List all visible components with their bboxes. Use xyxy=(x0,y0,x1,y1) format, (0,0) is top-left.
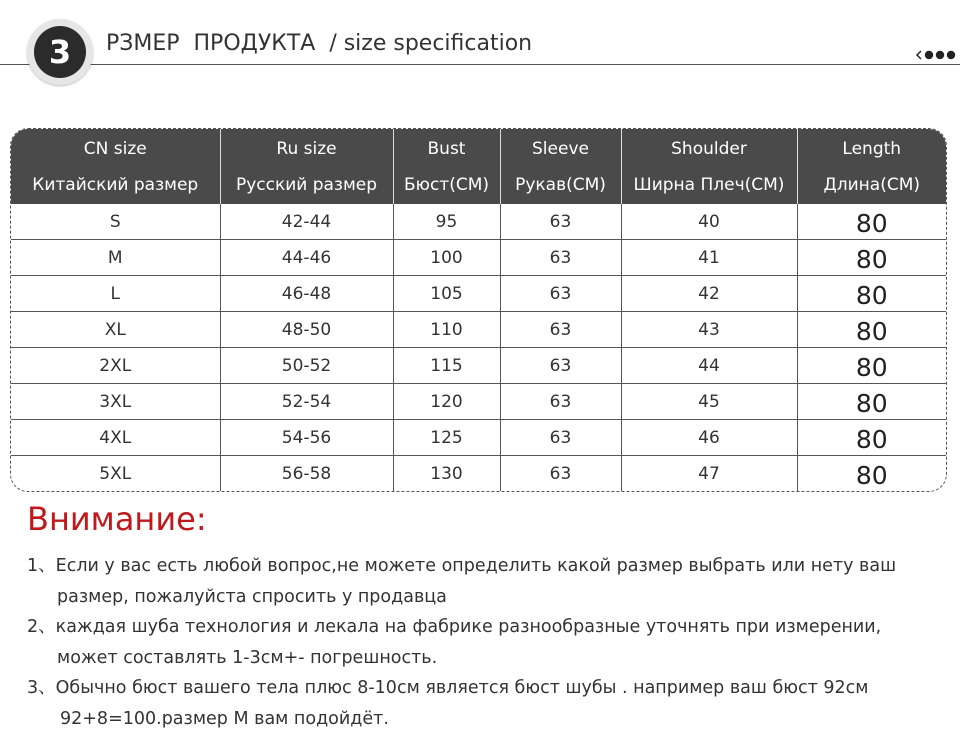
table-cell: 54-56 xyxy=(220,420,393,456)
column-header-ru: Русский размер xyxy=(235,174,378,195)
step-badge: 3 xyxy=(34,26,86,78)
table-row xyxy=(11,204,946,240)
table-cell: 80 xyxy=(797,348,946,384)
table-cell: 47 xyxy=(621,456,797,492)
table-row xyxy=(11,276,946,312)
table-cell: 43 xyxy=(621,312,797,348)
table-row xyxy=(11,384,946,420)
size-table xyxy=(11,129,946,491)
notice-title: Внимание: xyxy=(27,500,207,538)
table-row xyxy=(11,240,946,276)
column-header xyxy=(11,129,220,204)
table-cell: 80 xyxy=(855,461,888,490)
table-cell: 40 xyxy=(621,204,797,240)
table-cell: 80 xyxy=(797,384,946,420)
column-header xyxy=(797,129,946,204)
column-header-en: Length xyxy=(842,138,902,159)
table-cell: 115 xyxy=(393,348,500,384)
table-cell: 63 xyxy=(500,240,621,276)
column-header-ru: Ширна Плеч(CM) xyxy=(633,174,785,195)
table-cell: 63 xyxy=(500,456,621,492)
size-table-header xyxy=(11,129,946,204)
table-cell: 63 xyxy=(500,276,621,312)
table-cell: 80 xyxy=(797,420,946,456)
table-cell: 46-48 xyxy=(220,276,393,312)
table-cell: 80 xyxy=(797,312,946,348)
column-header-en: Shoulder xyxy=(671,138,747,159)
table-cell: 100 xyxy=(393,240,500,276)
table-cell: L xyxy=(11,276,220,312)
table-cell: 95 xyxy=(393,204,500,240)
size-table-body xyxy=(11,204,946,491)
page-title: РЗМЕР ПРОДУКТА / size specification xyxy=(106,31,533,56)
column-header-en: Bust xyxy=(427,138,466,159)
column-header-en: Ru size xyxy=(276,138,337,159)
column-header xyxy=(220,129,393,204)
table-cell: 63 xyxy=(500,420,621,456)
column-header xyxy=(621,129,797,204)
table-cell: 42 xyxy=(621,276,797,312)
size-table-container xyxy=(10,128,947,492)
column-header xyxy=(500,129,621,204)
notice-line-3: 3、Обычно бюст вашего тела плюс 8-10см является бюст шубы . например ваш бюст 92см xyxy=(27,678,869,698)
table-cell: 3XL xyxy=(11,384,220,420)
table-cell: 44 xyxy=(621,348,797,384)
notice-line-3-cont: 92+8=100.размер M вам подойдёт. xyxy=(60,708,389,729)
table-cell: 110 xyxy=(393,312,500,348)
notice-line-2: 2、каждая шуба технология и лекала на фабрике разнообразные уточнять при измерении, xyxy=(27,617,882,637)
table-cell: 63 xyxy=(500,312,621,348)
table-cell: 45 xyxy=(621,384,797,420)
table-row xyxy=(11,456,946,492)
table-cell: 52-54 xyxy=(220,384,393,420)
column-header xyxy=(393,129,500,204)
table-cell: 50-52 xyxy=(220,348,393,384)
table-cell: 63 xyxy=(500,384,621,420)
column-header-ru: Рукав(CM) xyxy=(515,174,606,195)
table-cell: 80 xyxy=(797,240,946,276)
notice-line-1: 1、Если у вас есть любой вопрос,не можете определить какой размер выбрать или нету ваш xyxy=(27,556,897,576)
notice-line-2-cont: может составлять 1-3см+- погрешность. xyxy=(57,647,438,668)
column-header-en: CN size xyxy=(83,138,147,159)
table-row xyxy=(11,420,946,456)
table-cell: 5XL xyxy=(11,456,220,492)
table-cell: 80 xyxy=(797,276,946,312)
column-header-en: Sleeve xyxy=(532,138,589,159)
table-cell: M xyxy=(11,240,220,276)
table-row xyxy=(11,312,946,348)
notice-line-1-cont: размер, пожалуйста спросить у продавца xyxy=(57,586,447,607)
header-divider xyxy=(0,64,960,65)
table-cell: 46 xyxy=(621,420,797,456)
table-cell: 2XL xyxy=(11,348,220,384)
table-cell: 80 xyxy=(797,204,946,240)
table-cell: 120 xyxy=(393,384,500,420)
table-cell: 42-44 xyxy=(220,204,393,240)
table-cell: 48-50 xyxy=(220,312,393,348)
column-header-ru: Китайский размер xyxy=(32,174,199,195)
column-header-ru: Длина(CM) xyxy=(823,174,921,195)
table-cell: 125 xyxy=(393,420,500,456)
table-cell: S xyxy=(11,204,220,240)
table-cell: 63 xyxy=(500,348,621,384)
table-cell: 41 xyxy=(621,240,797,276)
table-cell: 105 xyxy=(393,276,500,312)
table-row xyxy=(11,348,946,384)
table-cell: 63 xyxy=(500,204,621,240)
table-cell: 56-58 xyxy=(220,456,393,492)
dots-arrow-icon xyxy=(914,48,960,62)
table-cell: 44-46 xyxy=(220,240,393,276)
column-header-ru: Бюст(CM) xyxy=(403,174,490,195)
notice-list xyxy=(27,551,957,734)
table-cell: 4XL xyxy=(11,420,220,456)
table-cell: 130 xyxy=(393,456,500,492)
table-cell: XL xyxy=(11,312,220,348)
